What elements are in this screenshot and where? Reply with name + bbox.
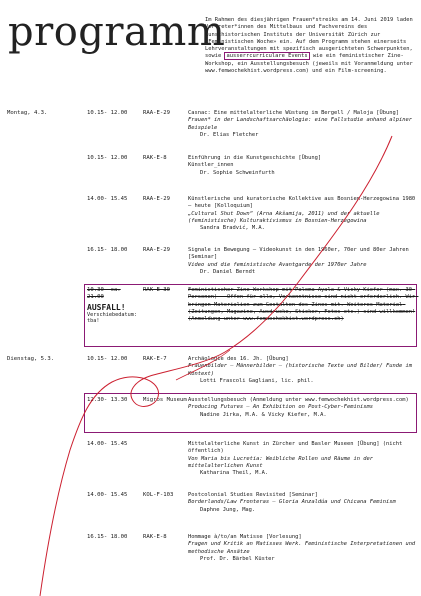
- postponed-note: Verschiebedatum: tba!: [87, 311, 137, 325]
- entry-body: [188, 110, 416, 139]
- entry-time: 14.00- 15.45: [87, 441, 128, 447]
- entry-room: RAA-E-29: [143, 196, 170, 202]
- entry-body: [188, 492, 416, 514]
- entry-lecturer: Daphne Jung, Mag.: [200, 506, 256, 513]
- entry-topic: Von Maria bis Lucretia: Weibliche Rollen und Räume in der mittelalterlichen Kunst: [188, 455, 377, 469]
- entry-body: [188, 534, 419, 563]
- entry-topic: Video und die feministische Avantgarde der 1970er Jahre: [188, 261, 367, 268]
- workshop-description: Feministischer Zine-Workshop mit Paloma Ayala & Vicky Kiefer (max. 30 Personen) – Offen für alle, Vorkenntnisse sind nicht erforderlich. Wir bringen Materialien zum Gestalten des Zines mit. Weiteres Material (Zeitungen, Magazine, Ausdrucke, Sticker, Fotos etc.) sind willkommen!(Anmeldung unter www.femwochekhist.wordpress.ch): [188, 287, 419, 323]
- entry-time: 10.15- 12.00: [87, 110, 128, 116]
- entry-topic: Fragen und Kritik an Matisses Werk. Feministische Interpretationen und methodische Ansätze: [188, 541, 419, 555]
- entry-course-title: Mittelalterliche Kunst in Zürcher und Basler Museen [Übung] (nicht öffentlich): [188, 441, 406, 455]
- intro-part-2: wie ein feministischer Zine-Workshop, ein Ausstellungsbesuch (jeweils mit Voranmeldung unter www.femwochekhist.wordpress.com) und ein Film-screening.: [205, 53, 416, 75]
- entry-room: RAK-E-7: [143, 356, 167, 362]
- page-title: programm: [8, 9, 226, 55]
- entry-room: RAK-E-8: [143, 155, 167, 161]
- entry-body: [188, 441, 416, 477]
- entry-course-title: Einführung in die Kunstgeschichte [Übung]: [188, 155, 322, 161]
- entry-lecturer: Lotti Frascoli Gagliani, lic. phil.: [200, 377, 314, 384]
- entry-body: [188, 196, 419, 232]
- entry-lecturer: Nadine Jirka, M.A. & Vicky Kiefer, M.A.: [200, 411, 327, 418]
- entry-topic: „Cultural Shut Down“ (Arna Akšamija, 2011) und der aktuelle (feministische) Kulturaktivismus in Bosnien-Herzegowina: [188, 210, 383, 224]
- intro-highlight: ausserrcurriculare Events: [226, 53, 308, 60]
- cancelled-time: 10.30- ca. 21.00: [87, 287, 121, 301]
- entry-course-title: Signale in Bewegung – Videokunst in den 1960er, 70er und 80er Jahren [Seminar]: [188, 247, 412, 261]
- entry-time: 14.00- 15.45: [87, 196, 128, 202]
- entry-room: RAA-E-29: [143, 110, 170, 116]
- entry-body: [188, 287, 419, 323]
- entry-room: RAA-E-29: [143, 247, 170, 253]
- entry-course-title: Ausstellungsbesuch (Anmeldung unter www.femwochekhist.wordpress.com): [188, 397, 409, 403]
- entry-room: RAK-E-8: [143, 534, 167, 540]
- entry-course-title: Künstlerische und kuratorische Kollektive aus Bosnien-Herzegowina 1980 – heute [Kolloquium]: [188, 196, 419, 210]
- entry-course-title: Postcolonial Studies Revisited [Seminar]: [188, 492, 318, 498]
- cancel-info: [87, 287, 139, 325]
- entry-body: [188, 397, 416, 419]
- entry-day: Montag, 4.3.: [7, 110, 48, 116]
- entry-time: 12.30- 13.30: [87, 397, 128, 403]
- entry-time: 16.15- 18.00: [87, 247, 128, 253]
- entry-topic: Künstler_innen: [188, 162, 234, 169]
- entry-topic: Frauen* in der Landschaftsarchäologie: eine Fallstudie anhand alpiner Beispiele: [188, 117, 416, 131]
- entry-day: Dienstag, 5.3.: [7, 356, 55, 362]
- entry-time: 14.00- 15.45: [87, 492, 128, 498]
- entry-course-title: Hommage à/to/an Matisse [Vorlesung]: [188, 534, 302, 540]
- entry-lecturer: Dr. Elias Fletcher: [200, 131, 259, 138]
- cancelled-room: RAK-E-30: [143, 287, 170, 293]
- entry-topic: Frauenbilder – Männerbilder – (historische Texte und Bilder/ Funde im Kontext): [188, 363, 416, 377]
- entry-body: [188, 155, 416, 177]
- intro-text: [205, 17, 415, 75]
- entry-course-title: Archäologie des 16. Jh. [Übung]: [188, 356, 289, 362]
- entry-topic: Borderlands/Law Fronteras – Gloria Anzaldúa und Chicana Feminism: [188, 499, 396, 506]
- intro-part-1: Im Rahmen des diesjährigen Frauen*streiks am 14. Juni 2019 laden Vertreter*innen des Mittelbaus und Fachvereins des Kunsthistorischen Instituts der Universität Zürich zur «Feministischen Woche» ein. Auf dem Programm stehen einerseits Lehrveranstaltungen mit spezifisch ausgerichteten Schwerpunkten, sowie: [205, 17, 416, 60]
- entry-lecturer: Dr. Sophie Schweinfurth: [200, 169, 275, 176]
- entry-body: [188, 356, 416, 385]
- entry-time: 16.15- 18.00: [87, 534, 128, 540]
- entry-body: [188, 247, 416, 276]
- entry-course-title: Casnac: Eine mittelalterliche Wüstung im Bergell / Maloja [Übung]: [188, 110, 399, 116]
- entry-room: Migros Museum: [143, 397, 187, 403]
- entry-lecturer: Katharina Theil, M.A.: [200, 470, 269, 477]
- entry-lecturer: Sandra Bradvić, M.A.: [200, 225, 265, 232]
- entry-time: 10.15- 12.00: [87, 356, 128, 362]
- entry-lecturer: Dr. Daniel Berndt: [200, 268, 256, 275]
- entry-time: 10.15- 12.00: [87, 155, 128, 161]
- cancelled-label: AUSFALL!: [87, 302, 126, 312]
- entry-lecturer: Prof. Dr. Bärbel Küster: [200, 555, 275, 562]
- entry-room: KOL-F-103: [143, 492, 174, 498]
- entry-topic: Producing Futures – An Exhibition on Post-Cyber-Feminisms: [188, 404, 373, 411]
